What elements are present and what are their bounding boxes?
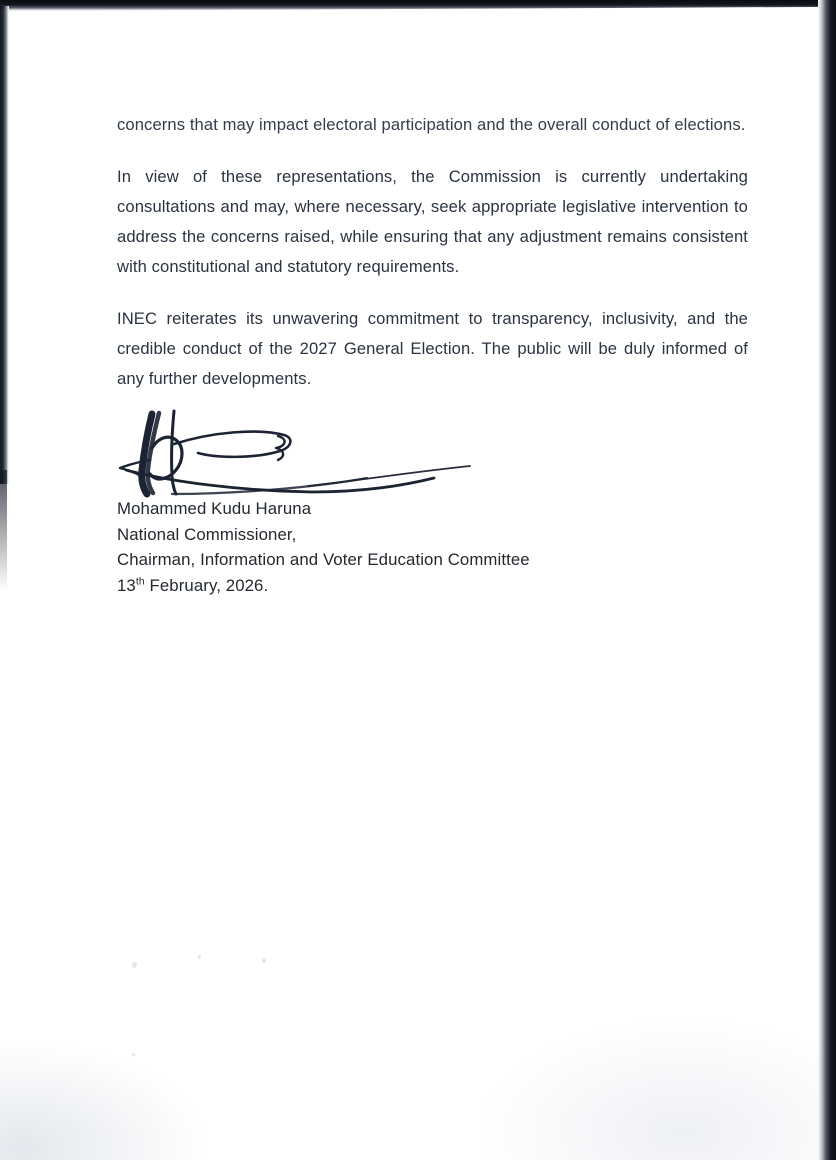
signature-date [117, 573, 677, 599]
scan-shading-bottom-right [480, 1020, 820, 1160]
signature-strokes [112, 408, 532, 504]
scan-speck [132, 962, 137, 968]
body-paragraph-1: concerns that may impact electoral participation and the overall conduct of elections. [117, 115, 746, 134]
signatory-title-line-1: National Commissioner, [117, 524, 297, 544]
scan-speck [262, 958, 266, 963]
signature-date-rest: February, 2026. [144, 575, 269, 595]
scan-speck [132, 1053, 135, 1056]
scan-edge-right [818, 0, 836, 1160]
signatory-name: Mohammed Kudu Haruna [117, 499, 312, 518]
scan-shading-bottom-left [0, 1040, 210, 1160]
signatory-title-line-2: Chairman, Information and Voter Education Committee [117, 550, 530, 569]
body-paragraph-3: INEC reiterates its unwavering commitment to transparency, inclusivity, and the credible conduct of the 2027 General Election. The public will be duly informed of any further developments. [117, 309, 748, 388]
scan-edge-top [0, 0, 836, 11]
signature-date-ordinal: th [135, 575, 145, 587]
body-paragraph-2: In view of these representations, the Commission is currently undertaking consultations and may, where necessary, seek appropriate legislative intervention to address the concerns raised, while ensuring that any adjustment remains consistent with constitutional and statutory requirements. [117, 167, 748, 276]
letter-body [117, 110, 748, 394]
signature-block [117, 496, 677, 598]
scan-edge-left [0, 6, 9, 484]
scan-speck [198, 955, 201, 959]
scan-edge-left-fade [0, 470, 7, 590]
signature-date-day: 13 [117, 575, 136, 595]
handwritten-signature [112, 408, 532, 504]
